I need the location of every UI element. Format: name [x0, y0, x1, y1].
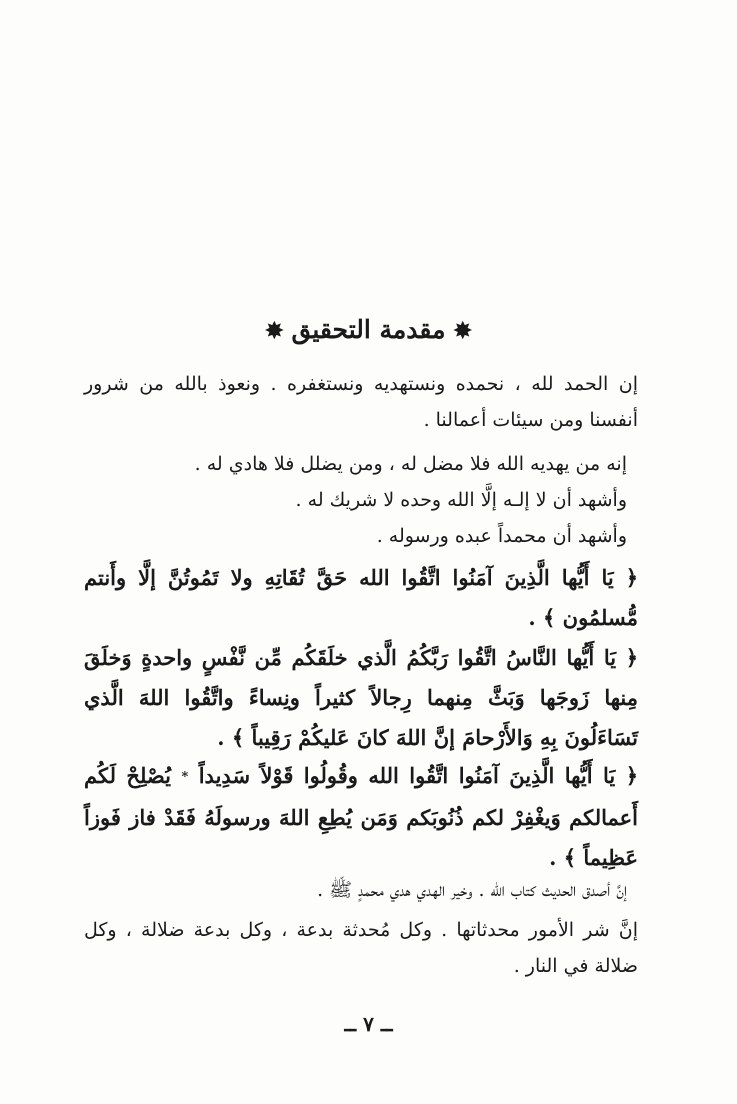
verse-text-part-2: يُصْلِحْ لَكُم أَعمالكم وَيغْفِرْ لكم ذُنُوبَكم وَمَن يُطِعِ اللهَ ورسولَهُ فَقَدْ فاز فَوزاً عَظِيماً [84, 763, 638, 870]
section-heading [0, 312, 737, 349]
verse-separator: * [181, 769, 189, 785]
page-number: ــ ٧ ــ [344, 1012, 393, 1036]
verse-open-bracket: ﴿ [625, 565, 639, 590]
verse-end-mark: . [549, 844, 557, 870]
paragraph-innovation: إنَّ شر الأمور محدثاتها . وكل مُحدثة بدعة ، وكل بدعة ضلالة ، وكل ضلالة في النار . [84, 919, 638, 977]
verse-open-bracket: ﴿ [625, 645, 638, 670]
verse-end-mark: . [528, 605, 536, 630]
verse-end-mark: . [217, 725, 225, 750]
verse-close-bracket: ﴾ [563, 844, 577, 870]
verse-open-bracket: ﴿ [625, 763, 639, 788]
quran-verse-1 [84, 558, 638, 638]
verse-text-part-1: يَا أَيُّها الَّذِينَ آمَنُوا اتَّقُوا الله وقُولُوا قَوْلاً سَدِيداً [198, 763, 616, 788]
quran-verse-3 [84, 756, 638, 878]
ornament-star-icon: ✸ [453, 318, 472, 344]
paragraph-hadith-truth: إنَّ أصدق الحديث كتاب الله . وخير الهدي هدي محمدٍ ﷺ . [317, 879, 627, 901]
verse-close-bracket: ﴾ [231, 725, 245, 750]
paragraph-shahada-muhammad: وأشهد أن محمداً عبده ورسوله . [376, 525, 627, 547]
verse-text: يَا أَيُّها الَّذِينَ آمَنُوا اتَّقُوا الله حَقَّ تُقَاتِهِ ولا تَمُوتُنَّ إلَّا وأَنتم مُّسلمُون [84, 565, 638, 630]
paragraph-shahada-allah: وأشهد أن لا إلـه إلَّا الله وحده لا شريك له . [295, 489, 627, 511]
heading-text: مقدمة التحقيق [291, 315, 446, 344]
verse-close-bracket: ﴾ [543, 605, 556, 630]
paragraph-hamd: إن الحمد لله ، نحمده ونستهديه ونستغفره . ونعوذ بالله من شرور أنفسنا ومن سيئات أعمالنا . [84, 373, 638, 431]
verse-text: يَا أَيُّها النَّاسُ اتَّقُوا رَبَّكُمُ الَّذي خلَقَكُم مِّن نَّفْسٍ واحدةٍ وَخلَقَ مِنها زَوجَها وَبَثَّ مِنهما رِجالاً كثيراً ونِساءً واتَّقُوا اللهَ الَّذي تَسَاءَلُونَ بِهِ وَالأَرْحامَ إنَّ اللهَ كانَ عَليكُمْ رَقِيباً [84, 645, 638, 750]
paragraph-guidance: إنه من يهديه الله فلا مضل له ، ومن يضلل فلا هادي له . [194, 453, 627, 475]
quran-verse-2 [84, 638, 638, 758]
ornament-star-icon: ✸ [265, 318, 284, 344]
